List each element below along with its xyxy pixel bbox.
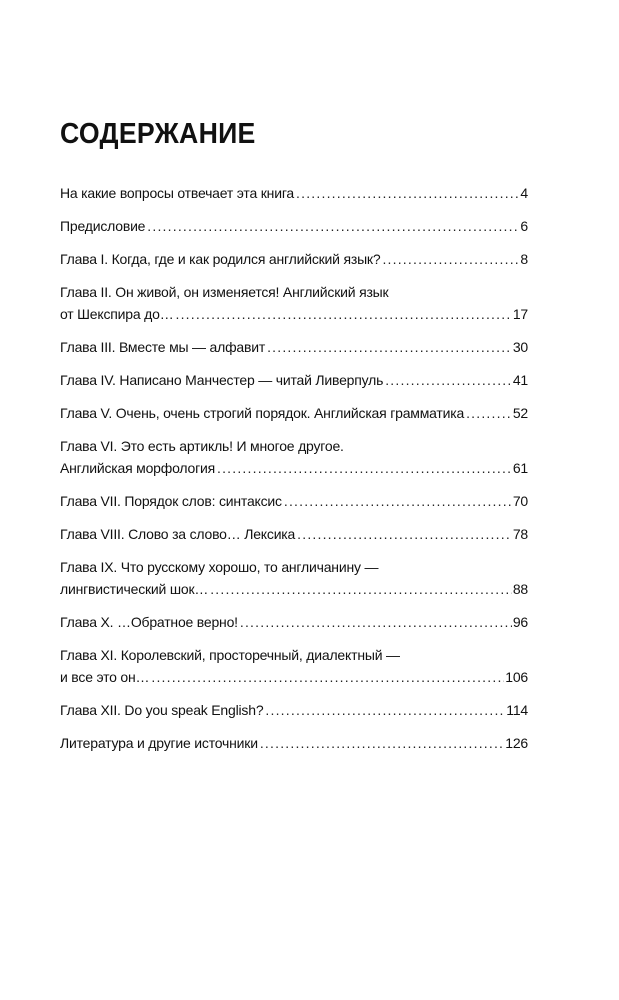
toc-line (60, 523, 528, 545)
dot-leader (151, 666, 504, 688)
toc-entry[interactable] (60, 732, 528, 765)
toc-entry[interactable] (60, 182, 528, 215)
toc-line (60, 644, 528, 666)
toc-entry[interactable] (60, 523, 528, 556)
toc-entry-title: Английская морфология (60, 460, 215, 476)
dot-leader (297, 523, 512, 545)
page-title: СОДЕРЖАНИЕ (60, 118, 256, 150)
toc-entry-title: Глава VIII. Слово за слово… Лексика (60, 526, 296, 542)
toc-entry[interactable] (60, 490, 528, 523)
toc-entry[interactable] (60, 248, 528, 281)
toc-page-number: 41 (512, 372, 528, 388)
toc-entry[interactable] (60, 369, 528, 402)
toc-entry-title: Глава XII. Do you speak English? (60, 702, 264, 718)
dot-leader (240, 611, 512, 633)
dot-leader (217, 457, 512, 479)
toc-page-number: 114 (506, 702, 528, 718)
toc-line (60, 578, 528, 600)
toc-entry[interactable] (60, 435, 528, 490)
toc-entry-title: от Шекспира до… (60, 306, 174, 322)
toc-line (60, 336, 528, 358)
dot-leader (385, 369, 512, 391)
toc-page-number: 6 (520, 218, 528, 234)
toc-page-number: 126 (505, 735, 528, 751)
toc-line (60, 435, 528, 457)
toc-entry-title: Глава IV. Написано Манчестер — читай Ливерпуль (60, 372, 384, 388)
toc-page-number: 4 (520, 185, 528, 201)
table-of-contents (60, 182, 528, 765)
dot-leader (296, 182, 519, 204)
dot-leader (260, 732, 504, 754)
toc-line (60, 457, 528, 479)
dot-leader (267, 336, 512, 358)
toc-page-number: 61 (512, 460, 528, 476)
toc-line (60, 666, 528, 688)
toc-entry-title: Глава VII. Порядок слов: синтаксис (60, 493, 282, 509)
toc-page-number: 106 (505, 669, 528, 685)
toc-entry-title: Глава X. …Обратное верно! (60, 614, 238, 630)
toc-entry-title: Литература и другие источники (60, 735, 258, 751)
toc-page-number: 30 (512, 339, 528, 355)
toc-entry-title: лингвистический шок… (60, 581, 209, 597)
toc-entry-title: Глава V. Очень, очень строгий порядок. Английская грамматика (60, 405, 465, 421)
toc-entry-title: Глава III. Вместе мы — алфавит (60, 339, 266, 355)
toc-page (60, 0, 528, 1000)
toc-entry[interactable] (60, 556, 528, 611)
toc-line (60, 248, 528, 270)
toc-line (60, 556, 528, 578)
toc-page-number: 52 (512, 405, 528, 421)
toc-entry[interactable] (60, 699, 528, 732)
toc-page-number: 78 (512, 526, 528, 542)
toc-entry[interactable] (60, 281, 528, 336)
toc-entry[interactable] (60, 215, 528, 248)
toc-line (60, 732, 528, 754)
dot-leader (284, 490, 512, 512)
toc-entry[interactable] (60, 402, 528, 435)
toc-entry[interactable] (60, 611, 528, 644)
toc-entry-title: и все это он… (60, 669, 150, 685)
toc-page-number: 8 (520, 251, 528, 267)
toc-line (60, 490, 528, 512)
toc-line (60, 369, 528, 391)
toc-entry-title-line1: Глава II. Он живой, он изменяется! Английский язык (60, 284, 389, 300)
toc-page-number: 88 (512, 581, 528, 597)
toc-entry-title-line1: Глава VI. Это есть артикль! И многое другое. (60, 438, 344, 454)
dot-leader (466, 402, 512, 424)
toc-entry-title: Предисловие (60, 218, 146, 234)
toc-line (60, 303, 528, 325)
toc-entry-title: Глава I. Когда, где и как родился английский язык? (60, 251, 381, 267)
toc-line (60, 699, 528, 721)
toc-line (60, 611, 528, 633)
toc-entry[interactable] (60, 644, 528, 699)
toc-page-number: 96 (512, 614, 528, 630)
dot-leader (210, 578, 512, 600)
toc-line (60, 402, 528, 424)
toc-page-number: 70 (512, 493, 528, 509)
dot-leader (176, 303, 512, 325)
toc-entry-title-line1: Глава IX. Что русскому хорошо, то англичанину — (60, 559, 379, 575)
toc-page-number: 17 (512, 306, 528, 322)
toc-entry[interactable] (60, 336, 528, 369)
dot-leader (147, 215, 519, 237)
toc-line (60, 215, 528, 237)
toc-entry-title: На какие вопросы отвечает эта книга (60, 185, 295, 201)
dot-leader (382, 248, 519, 270)
toc-entry-title-line1: Глава XI. Королевский, просторечный, диалектный — (60, 647, 400, 663)
toc-line (60, 182, 528, 204)
dot-leader (265, 699, 505, 721)
toc-line (60, 281, 528, 303)
